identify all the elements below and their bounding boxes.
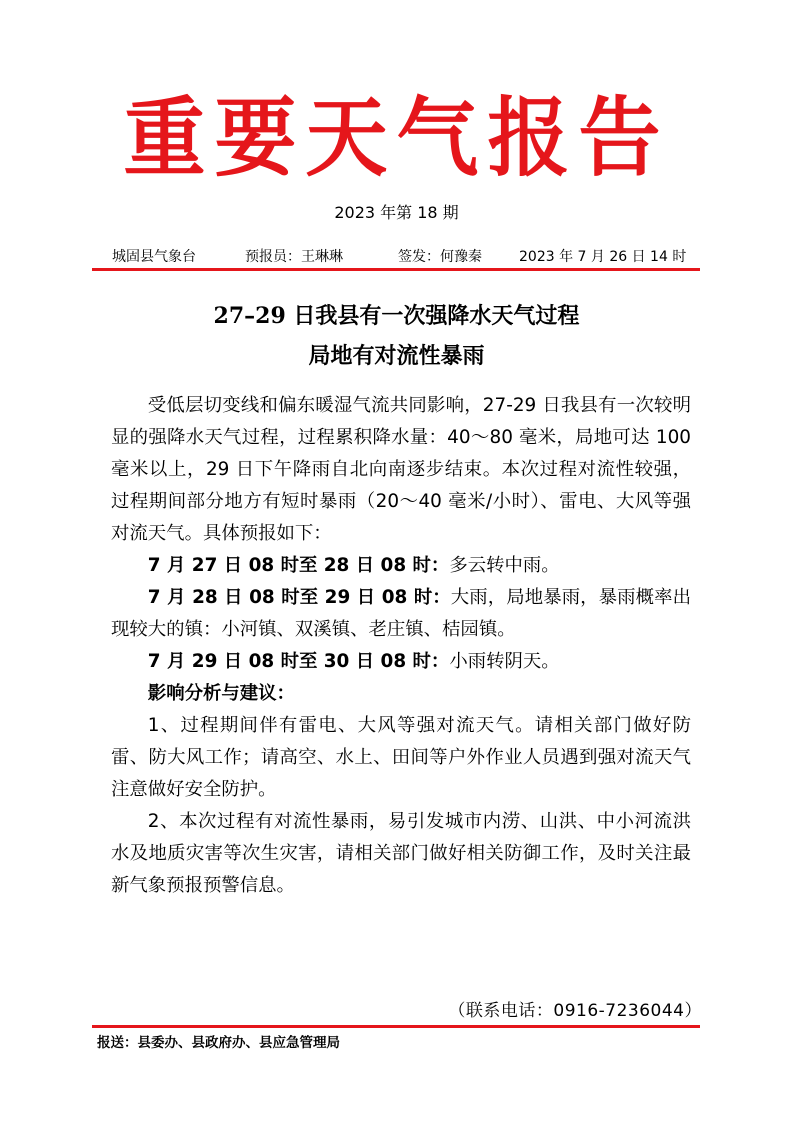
issuing-station: 城固县气象台 [112,249,196,265]
distribution-list: 报送：县委办、县政府办、县应急管理局 [97,1035,340,1051]
forecast-item [111,550,691,582]
contact-phone: （联系电话：0916-7236044） [448,1001,702,1021]
issue-datetime: 2023 年 7 月 26 日 14 时 [519,249,687,265]
intro-paragraph: 受低层切变线和偏东暖湿气流共同影响，27-29 日我县有一次较明显的强降水天气过程，过程累积降水量：40～80 毫米，局地可达 100 毫米以上，29 日下午降雨自北向南逐步结束。本次过程对流性较强，过程期间部分地方有短时暴雨（20～40 毫米/小时）、雷电、大风等强对流天气。具体预报如下： [111,395,691,544]
report-body [111,390,691,902]
forecast-text: 大雨，局地暴雨，暴雨概率出现较大的镇：小河镇、双溪镇、老庄镇、桔园镇。 [111,587,691,640]
footer-divider [92,1025,700,1028]
forecast-item [111,582,691,646]
headline [0,296,793,376]
report-masthead-title: 重要天气报告 [123,87,670,189]
forecaster: 预报员：王琳琳 [245,249,343,265]
forecast-period: 7 月 28 日 08 时至 29 日 08 时： [147,587,451,608]
advice-item: 1、过程期间伴有雷电、大风等强对流天气。请相关部门做好防雷、防大风工作；请高空、水上、田间等户外作业人员遇到强对流天气注意做好安全防护。 [111,715,691,800]
advice-item: 2、本次过程有对流性暴雨，易引发城市内涝、山洪、中小河流洪水及地质灾害等次生灾害，请相关部门做好相关防御工作，及时关注最新气象预报预警信息。 [111,811,691,896]
issue-number: 2023 年第 18 期 [334,203,459,222]
header-divider [92,268,700,271]
headline-line-2: 局地有对流性暴雨 [308,343,485,369]
signer: 签发：何豫秦 [398,249,482,265]
forecast-item [111,646,691,678]
forecast-text: 多云转中雨。 [449,555,560,576]
forecast-period: 7 月 27 日 08 时至 28 日 08 时： [147,555,450,576]
forecast-text: 小雨转阴天。 [449,651,560,672]
headline-line-1: 27–29 日我县有一次强降水天气过程 [213,303,580,329]
report-meta-row [112,246,692,268]
forecast-period: 7 月 29 日 08 时至 30 日 08 时： [147,651,450,672]
advice-heading: 影响分析与建议： [147,683,295,704]
